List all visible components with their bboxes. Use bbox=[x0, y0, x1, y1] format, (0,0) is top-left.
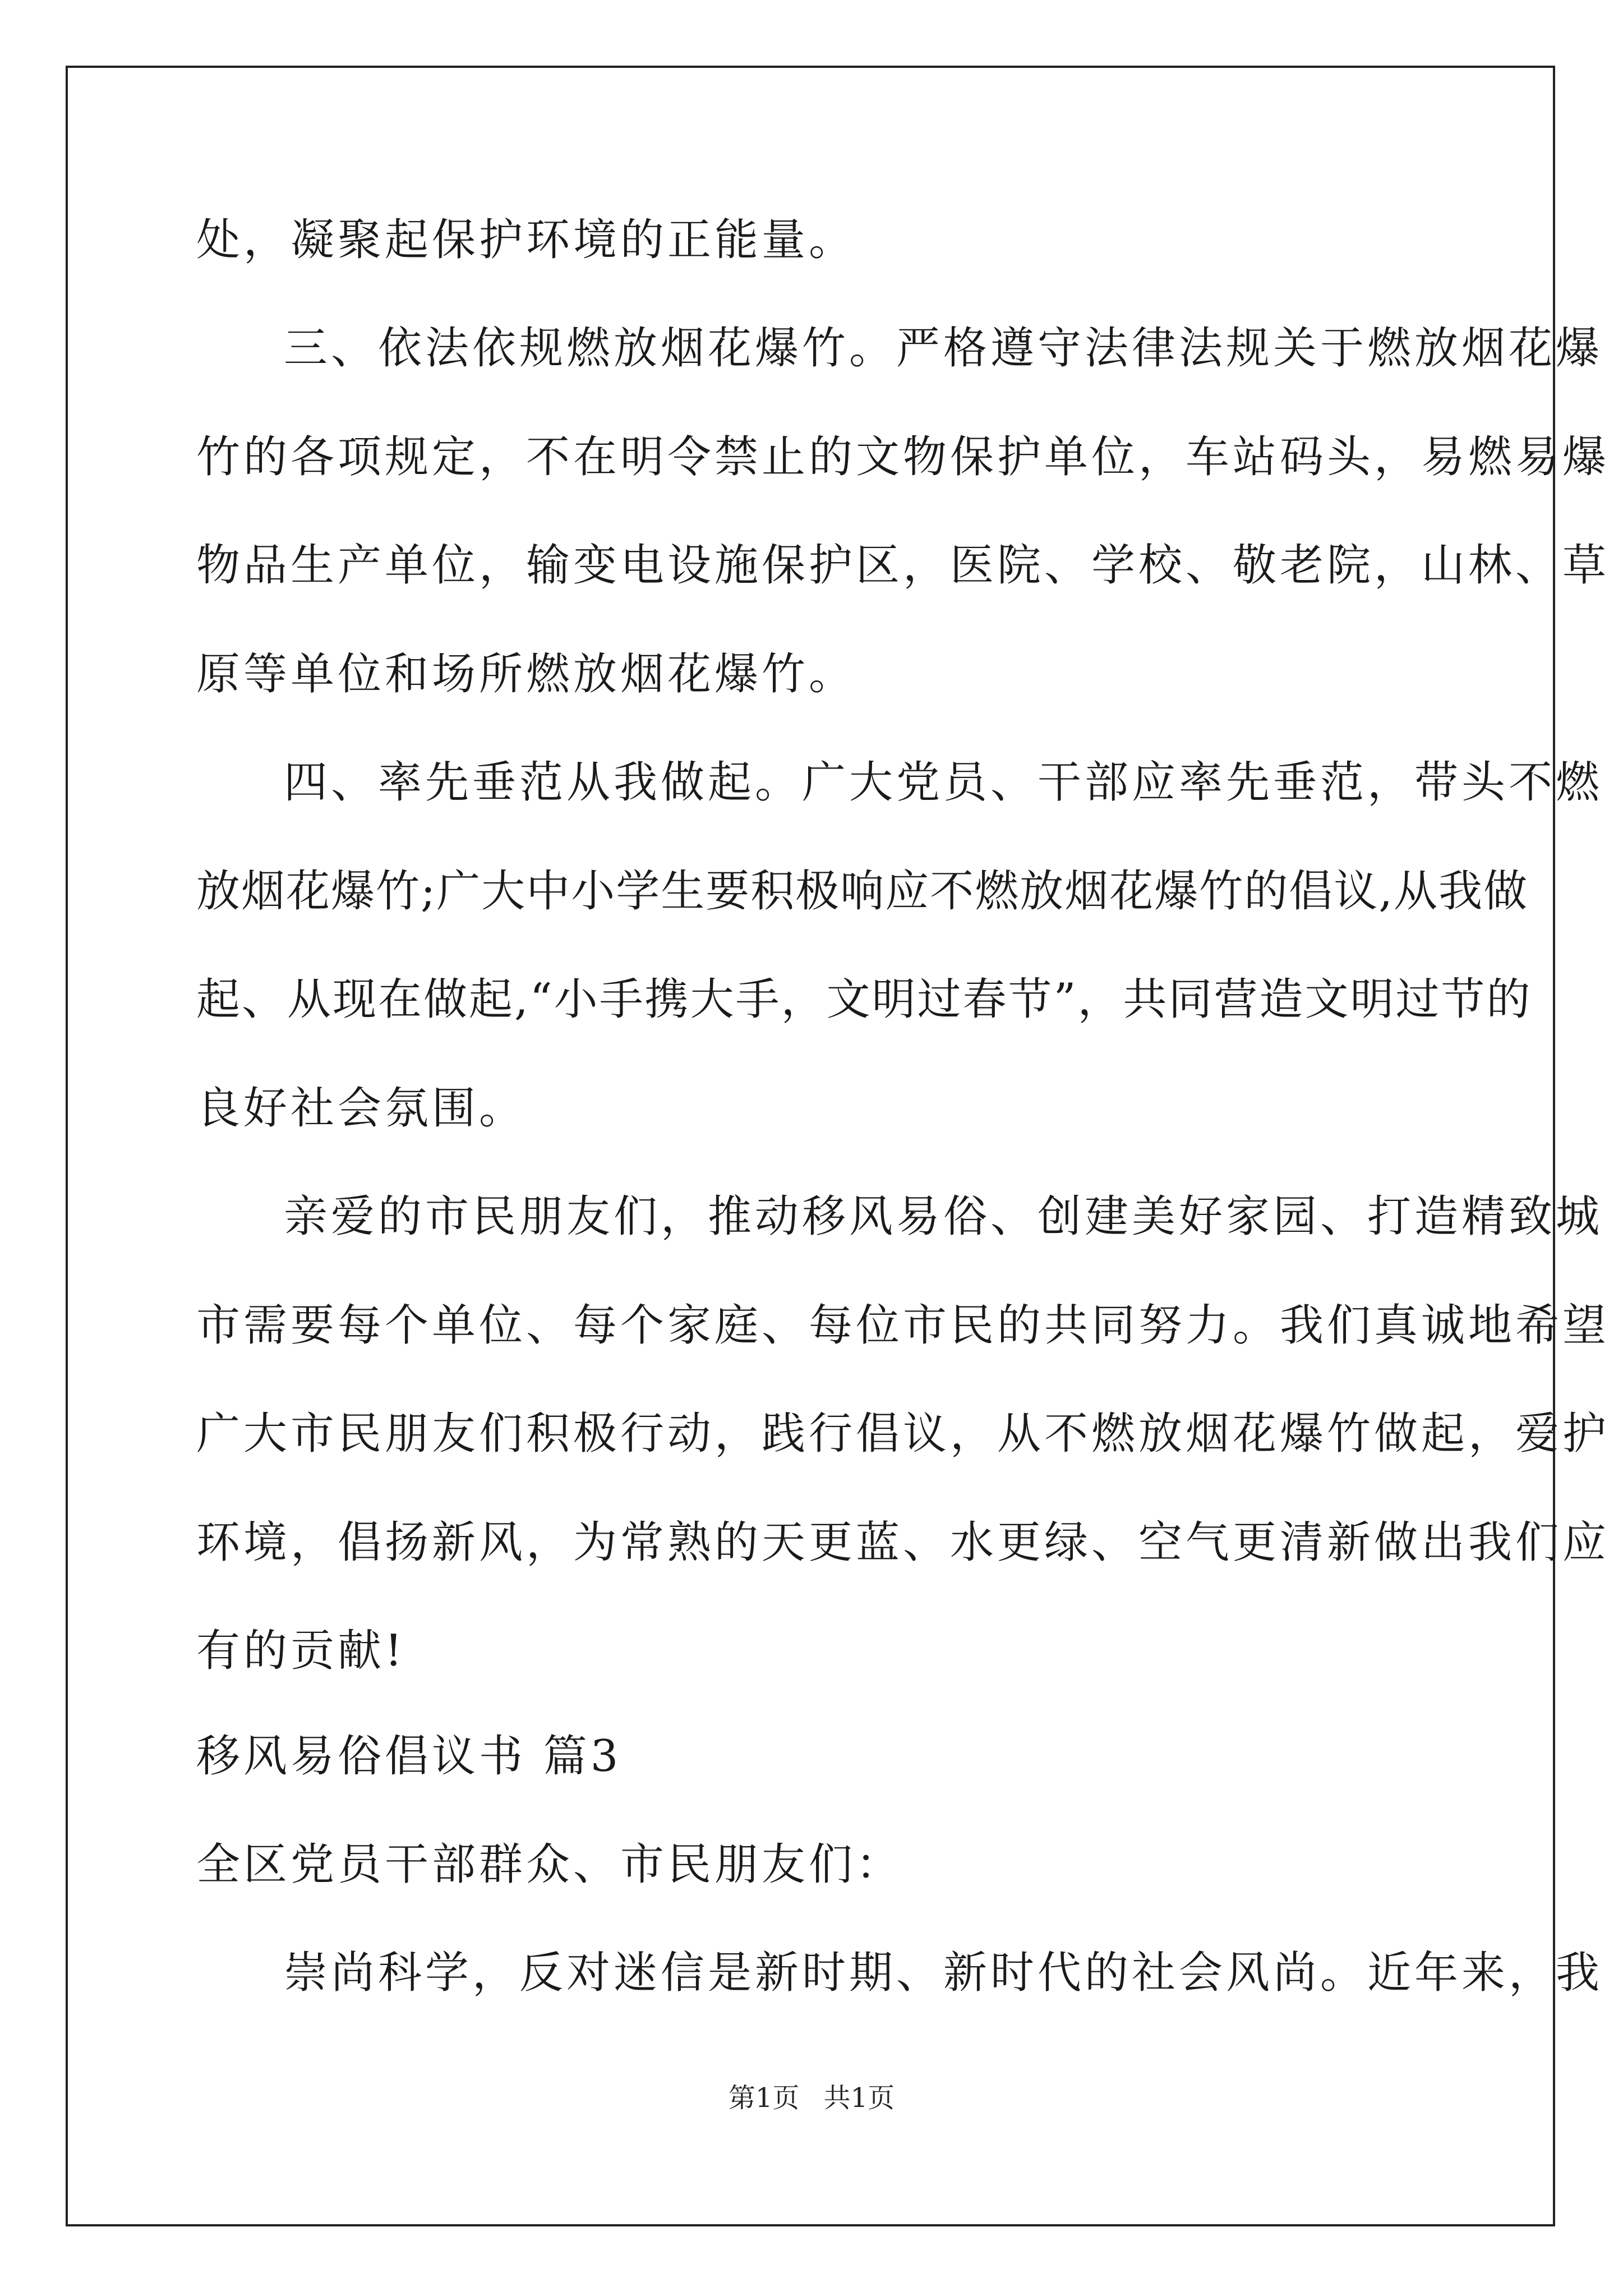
paragraph-4-line-1: 四、率先垂范从我做起。广大党员、干部应率先垂范，带头不燃 bbox=[284, 757, 1603, 808]
text-line: 有的贡献! bbox=[196, 1626, 406, 1676]
text-line: 放烟花爆竹;广大中小学生要积极响应不燃放烟花爆竹的倡议,从我做 bbox=[196, 866, 1529, 917]
text-line: 广大市民朋友们积极行动，践行倡议，从不燃放烟花爆竹做起，爱护 bbox=[196, 1409, 1610, 1459]
text-line: 原等单位和场所燃放烟花爆竹。 bbox=[196, 649, 856, 700]
paragraph-closing-line-1: 亲爱的市民朋友们，推动移风易俗、创建美好家园、打造精致城 bbox=[284, 1191, 1603, 1242]
text-line: 起、从现在做起,“小手携大手，文明过春节”，共同营造文明过节的 bbox=[196, 974, 1532, 1025]
paragraph-intro-line-1: 崇尚科学，反对迷信是新时期、新时代的社会风尚。近年来，我 bbox=[284, 1948, 1603, 1998]
text-line: 物品生产单位，输变电设施保护区，医院、学校、敬老院，山林、草 bbox=[196, 540, 1610, 591]
text-line: 良好社会氛围。 bbox=[196, 1083, 527, 1134]
page-footer bbox=[0, 2081, 1623, 2115]
page-border bbox=[66, 66, 1555, 2226]
page-total: 共1页 bbox=[823, 2082, 895, 2114]
text-line: 市需要每个单位、每个家庭、每位市民的共同努力。我们真诚地希望 bbox=[196, 1300, 1610, 1351]
text-line: 处，凝聚起保护环境的正能量。 bbox=[196, 215, 856, 265]
section-heading: 移风易俗倡议书 篇3 bbox=[196, 1731, 622, 1782]
salutation: 全区党员干部群众、市民朋友们： bbox=[196, 1839, 903, 1890]
text-line: 环境，倡扬新风，为常熟的天更蓝、水更绿、空气更清新做出我们应 bbox=[196, 1517, 1610, 1568]
text-line: 竹的各项规定，不在明令禁止的文物保护单位，车站码头，易燃易爆 bbox=[196, 432, 1610, 482]
paragraph-3-line-1: 三、依法依规燃放烟花爆竹。严格遵守法律法规关于燃放烟花爆 bbox=[284, 323, 1603, 374]
page-number: 第1页 bbox=[728, 2082, 800, 2114]
